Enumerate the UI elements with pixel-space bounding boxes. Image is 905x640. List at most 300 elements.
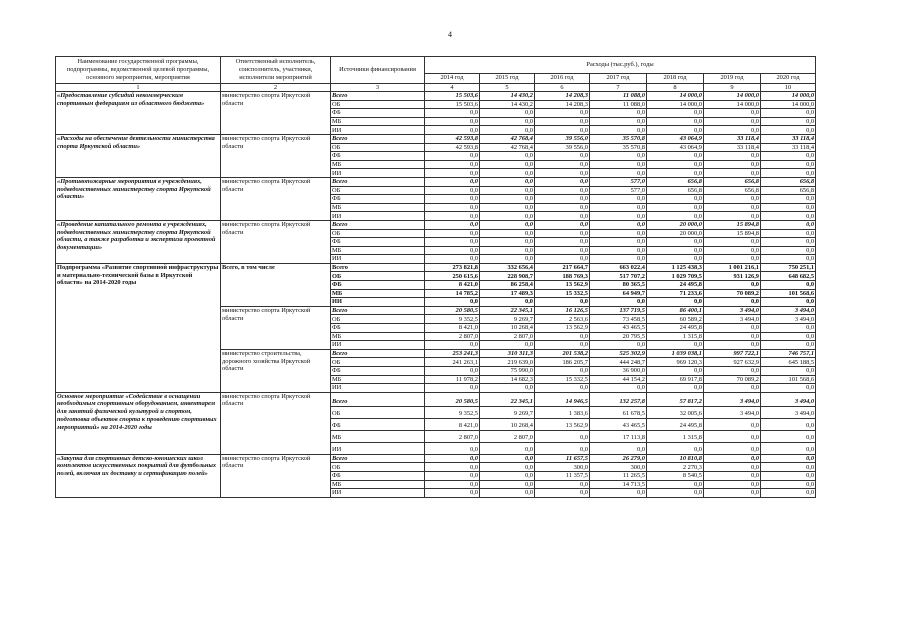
amount-cell: 0,0	[761, 418, 816, 430]
amount-cell: 0,0	[480, 480, 535, 489]
amount-cell: 0,0	[761, 220, 816, 229]
amount-cell: 0,0	[704, 298, 761, 307]
amount-cell: 0,0	[425, 186, 480, 195]
amount-cell: 0,0	[761, 384, 816, 393]
funding-source: ИИ	[331, 384, 425, 393]
funding-source: ИИ	[331, 255, 425, 264]
financing-table	[55, 56, 816, 498]
amount-cell: 0,0	[761, 480, 816, 489]
table-row	[56, 392, 816, 406]
amount-cell: 0,0	[590, 152, 647, 161]
table-row	[56, 92, 816, 101]
amount-cell: 14 713,5	[590, 480, 647, 489]
amount-cell: 0,0	[761, 430, 816, 442]
amount-cell: 0,0	[535, 246, 590, 255]
amount-cell: 0,0	[535, 203, 590, 212]
amount-cell: 0,0	[535, 229, 590, 238]
amount-cell: 15 894,8	[704, 220, 761, 229]
funding-source: Всего	[331, 134, 425, 143]
header-year: 2020 год	[761, 73, 816, 83]
amount-cell: 253 241,3	[425, 349, 480, 358]
funding-source: ОБ	[331, 315, 425, 324]
amount-cell: 0,0	[535, 212, 590, 221]
amount-cell: 11 088,0	[590, 100, 647, 109]
amount-cell: 64 949,7	[590, 289, 647, 298]
amount-cell: 0,0	[425, 177, 480, 186]
amount-cell: 0,0	[647, 489, 704, 498]
amount-cell: 70 089,2	[704, 289, 761, 298]
amount-cell: 0,0	[425, 454, 480, 463]
amount-cell: 11 088,0	[590, 92, 647, 101]
amount-cell: 14 785,2	[425, 289, 480, 298]
amount-cell: 0,0	[480, 220, 535, 229]
header-year: 2016 год	[535, 73, 590, 83]
funding-source: ОБ	[331, 100, 425, 109]
amount-cell: 43 465,5	[590, 418, 647, 430]
amount-cell: 0,0	[704, 126, 761, 135]
header-expenses: Расходы (тыс.руб.), годы	[425, 57, 816, 74]
amount-cell: 20 580,5	[425, 392, 480, 406]
program-name: «Предоставление субсидий некоммерческим спортивным федерациям из областного бюджета»	[56, 92, 221, 135]
amount-cell: 228 908,7	[480, 272, 535, 281]
amount-cell: 0,0	[425, 341, 480, 350]
amount-cell: 0,0	[480, 341, 535, 350]
amount-cell: 188 769,3	[535, 272, 590, 281]
amount-cell: 0,0	[704, 418, 761, 430]
amount-cell: 0,0	[480, 126, 535, 135]
amount-cell: 0,0	[535, 298, 590, 307]
amount-cell: 0,0	[647, 480, 704, 489]
funding-source: Всего	[331, 306, 425, 315]
amount-cell: 0,0	[535, 332, 590, 341]
amount-cell: 15 332,5	[535, 375, 590, 384]
amount-cell: 656,8	[761, 177, 816, 186]
amount-cell: 0,0	[480, 384, 535, 393]
amount-cell: 0,0	[704, 471, 761, 480]
funding-source: МБ	[331, 160, 425, 169]
amount-cell: 3 494,0	[761, 306, 816, 315]
funding-source: Всего	[331, 454, 425, 463]
amount-cell: 0,0	[535, 430, 590, 442]
amount-cell: 0,0	[704, 238, 761, 247]
amount-cell: 16 126,5	[535, 306, 590, 315]
amount-cell: 0,0	[590, 220, 647, 229]
amount-cell: 0,0	[480, 229, 535, 238]
amount-cell: 0,0	[704, 246, 761, 255]
amount-cell: 3 494,0	[704, 306, 761, 315]
amount-cell: 0,0	[590, 160, 647, 169]
funding-source: Всего	[331, 177, 425, 186]
amount-cell: 241 263,1	[425, 358, 480, 367]
executor: министерство спорта Иркутской области	[221, 306, 331, 349]
amount-cell: 0,0	[590, 255, 647, 264]
amount-cell: 39 556,0	[535, 134, 590, 143]
amount-cell: 0,0	[480, 169, 535, 178]
header-executor: Ответственный исполнитель, соисполнитель, участники, исполнители мероприятий	[221, 57, 331, 84]
amount-cell: 11 357,5	[535, 471, 590, 480]
amount-cell: 0,0	[704, 169, 761, 178]
amount-cell: 0,0	[704, 152, 761, 161]
amount-cell: 0,0	[535, 442, 590, 454]
executor: министерство спорта Иркутской области	[221, 454, 331, 497]
amount-cell: 75 990,0	[480, 367, 535, 376]
funding-source: ОБ	[331, 463, 425, 472]
amount-cell: 0,0	[480, 463, 535, 472]
amount-cell: 0,0	[761, 212, 816, 221]
column-index: 5	[480, 84, 535, 92]
amount-cell: 250 615,6	[425, 272, 480, 281]
amount-cell: 17 489,3	[480, 289, 535, 298]
amount-cell: 0,0	[704, 281, 761, 290]
program-name: «Закупка для спортивных детско-юношеских школ комплектов искусственных покрытий для футбольных полей, включая их доставку и сертификацию полей»	[56, 454, 221, 497]
amount-cell: 35 570,8	[590, 143, 647, 152]
amount-cell: 0,0	[535, 367, 590, 376]
amount-cell: 0,0	[761, 298, 816, 307]
amount-cell: 2 807,0	[425, 430, 480, 442]
amount-cell: 0,0	[647, 298, 704, 307]
funding-source: ИИ	[331, 126, 425, 135]
column-index: 9	[704, 84, 761, 92]
amount-cell: 0,0	[704, 480, 761, 489]
amount-cell: 32 005,6	[647, 406, 704, 418]
amount-cell: 0,0	[761, 109, 816, 118]
amount-cell: 217 664,7	[535, 263, 590, 272]
executor: Всего, в том числе	[221, 263, 331, 306]
amount-cell: 20 000,0	[647, 229, 704, 238]
amount-cell: 33 118,4	[761, 134, 816, 143]
amount-cell: 14 000,0	[704, 92, 761, 101]
amount-cell: 137 719,5	[590, 306, 647, 315]
amount-cell: 525 302,9	[590, 349, 647, 358]
amount-cell: 0,0	[761, 442, 816, 454]
amount-cell: 8 540,5	[647, 471, 704, 480]
amount-cell: 0,0	[590, 126, 647, 135]
amount-cell: 0,0	[425, 298, 480, 307]
column-index: 2	[221, 84, 331, 92]
amount-cell: 0,0	[480, 186, 535, 195]
column-index: 4	[425, 84, 480, 92]
column-index: 10	[761, 84, 816, 92]
amount-cell: 927 632,9	[704, 358, 761, 367]
table-row	[56, 263, 816, 272]
amount-cell: 0,0	[480, 160, 535, 169]
executor: министерство спорта Иркутской области	[221, 177, 331, 220]
amount-cell: 0,0	[761, 203, 816, 212]
amount-cell: 20 000,0	[647, 220, 704, 229]
amount-cell: 101 568,6	[761, 289, 816, 298]
amount-cell: 0,0	[425, 463, 480, 472]
amount-cell: 35 570,8	[590, 134, 647, 143]
funding-source: ИИ	[331, 212, 425, 221]
amount-cell: 0,0	[535, 126, 590, 135]
funding-source: ОБ	[331, 143, 425, 152]
amount-cell: 3 494,0	[761, 406, 816, 418]
amount-cell: 0,0	[704, 454, 761, 463]
amount-cell: 0,0	[535, 480, 590, 489]
funding-source: ФБ	[331, 109, 425, 118]
amount-cell: 0,0	[425, 229, 480, 238]
amount-cell: 0,0	[761, 246, 816, 255]
amount-cell: 15 503,6	[425, 92, 480, 101]
amount-cell: 656,8	[647, 186, 704, 195]
funding-source: МБ	[331, 117, 425, 126]
amount-cell: 26 279,0	[590, 454, 647, 463]
funding-source: ФБ	[331, 152, 425, 161]
amount-cell: 0,0	[704, 203, 761, 212]
funding-source: ФБ	[331, 367, 425, 376]
amount-cell: 0,0	[425, 480, 480, 489]
amount-cell: 0,0	[425, 489, 480, 498]
amount-cell: 0,0	[647, 160, 704, 169]
header-year: 2017 год	[590, 73, 647, 83]
amount-cell: 0,0	[480, 246, 535, 255]
amount-cell: 0,0	[535, 160, 590, 169]
funding-source: ФБ	[331, 418, 425, 430]
funding-source: Всего	[331, 349, 425, 358]
amount-cell: 0,0	[704, 442, 761, 454]
amount-cell: 0,0	[480, 212, 535, 221]
funding-source: ОБ	[331, 186, 425, 195]
amount-cell: 14 000,0	[647, 92, 704, 101]
amount-cell: 14 208,3	[535, 92, 590, 101]
amount-cell: 0,0	[480, 442, 535, 454]
amount-cell: 0,0	[761, 255, 816, 264]
amount-cell: 2 807,0	[425, 332, 480, 341]
header-program-name: Наименование государственной программы, подпрограммы, ведомственной целевой программы, основного мероприятия, мероприятия	[56, 57, 221, 84]
amount-cell: 36 900,0	[590, 367, 647, 376]
funding-source: ИИ	[331, 169, 425, 178]
amount-cell: 0,0	[704, 489, 761, 498]
amount-cell: 42 593,8	[425, 134, 480, 143]
amount-cell: 0,0	[704, 117, 761, 126]
amount-cell: 8 421,0	[425, 418, 480, 430]
amount-cell: 0,0	[704, 195, 761, 204]
amount-cell: 8 421,0	[425, 281, 480, 290]
amount-cell: 1 315,8	[647, 430, 704, 442]
amount-cell: 14 430,2	[480, 100, 535, 109]
amount-cell: 0,0	[647, 203, 704, 212]
amount-cell: 0,0	[535, 169, 590, 178]
amount-cell: 0,0	[480, 195, 535, 204]
executor: министерство спорта Иркутской области	[221, 92, 331, 135]
header-year: 2014 год	[425, 73, 480, 83]
amount-cell: 310 311,3	[480, 349, 535, 358]
program-name: «Проведение капитального ремонта в учреждениях, подведомственных министерству спорта Иркутской области, а также разработка и экспертиза проектной документации»	[56, 220, 221, 263]
amount-cell: 15 503,6	[425, 100, 480, 109]
amount-cell: 69 917,8	[647, 375, 704, 384]
amount-cell: 0,0	[704, 367, 761, 376]
amount-cell: 14 000,0	[704, 100, 761, 109]
amount-cell: 1 039 038,1	[647, 349, 704, 358]
amount-cell: 931 126,9	[704, 272, 761, 281]
amount-cell: 3 494,0	[704, 392, 761, 406]
amount-cell: 0,0	[425, 442, 480, 454]
amount-cell: 186 205,7	[535, 358, 590, 367]
amount-cell: 13 562,9	[535, 281, 590, 290]
funding-source: МБ	[331, 203, 425, 212]
amount-cell: 14 682,3	[480, 375, 535, 384]
funding-source: ОБ	[331, 406, 425, 418]
amount-cell: 0,0	[761, 324, 816, 333]
amount-cell: 3 494,0	[761, 315, 816, 324]
table-row	[56, 454, 816, 463]
amount-cell: 22 345,1	[480, 392, 535, 406]
executor: министерство строительства, дорожного хозяйства Иркутской области	[221, 349, 331, 392]
amount-cell: 0,0	[590, 341, 647, 350]
amount-cell: 0,0	[704, 212, 761, 221]
amount-cell: 0,0	[535, 489, 590, 498]
amount-cell: 517 707,2	[590, 272, 647, 281]
amount-cell: 11 978,2	[425, 375, 480, 384]
amount-cell: 2 270,3	[647, 463, 704, 472]
amount-cell: 71 233,6	[647, 289, 704, 298]
program-name: «Расходы на обеспечение деятельности министерства спорта Иркутской области»	[56, 134, 221, 177]
table-row	[56, 220, 816, 229]
page-number: 4	[448, 30, 452, 39]
amount-cell: 0,0	[761, 169, 816, 178]
amount-cell: 0,0	[761, 281, 816, 290]
amount-cell: 0,0	[761, 454, 816, 463]
amount-cell: 0,0	[480, 117, 535, 126]
amount-cell: 0,0	[647, 109, 704, 118]
amount-cell: 73 458,5	[590, 315, 647, 324]
amount-cell: 9 352,5	[425, 406, 480, 418]
amount-cell: 9 269,7	[480, 315, 535, 324]
amount-cell: 0,0	[425, 152, 480, 161]
amount-cell: 70 089,2	[704, 375, 761, 384]
amount-cell: 0,0	[590, 169, 647, 178]
column-index: 3	[331, 84, 425, 92]
funding-source: ОБ	[331, 229, 425, 238]
amount-cell: 201 538,2	[535, 349, 590, 358]
amount-cell: 0,0	[535, 220, 590, 229]
amount-cell: 577,0	[590, 186, 647, 195]
amount-cell: 0,0	[425, 195, 480, 204]
amount-cell: 300,0	[590, 463, 647, 472]
amount-cell: 86 258,4	[480, 281, 535, 290]
amount-cell: 42 593,8	[425, 143, 480, 152]
funding-source: ФБ	[331, 324, 425, 333]
amount-cell: 0,0	[480, 203, 535, 212]
header-year: 2019 год	[704, 73, 761, 83]
amount-cell: 20 580,5	[425, 306, 480, 315]
amount-cell: 0,0	[535, 238, 590, 247]
amount-cell: 0,0	[425, 220, 480, 229]
amount-cell: 0,0	[480, 454, 535, 463]
amount-cell: 0,0	[647, 341, 704, 350]
amount-cell: 663 022,4	[590, 263, 647, 272]
amount-cell: 300,0	[535, 463, 590, 472]
amount-cell: 43 465,5	[590, 324, 647, 333]
amount-cell: 0,0	[425, 384, 480, 393]
amount-cell: 132 257,8	[590, 392, 647, 406]
amount-cell: 33 118,4	[704, 143, 761, 152]
amount-cell: 0,0	[647, 246, 704, 255]
amount-cell: 42 768,4	[480, 143, 535, 152]
amount-cell: 14 946,5	[535, 392, 590, 406]
amount-cell: 0,0	[535, 195, 590, 204]
amount-cell: 0,0	[535, 152, 590, 161]
amount-cell: 273 821,8	[425, 263, 480, 272]
amount-cell: 0,0	[647, 367, 704, 376]
amount-cell: 648 682,5	[761, 272, 816, 281]
amount-cell: 0,0	[590, 489, 647, 498]
amount-cell: 0,0	[480, 489, 535, 498]
funding-source: ИИ	[331, 341, 425, 350]
amount-cell: 86 400,1	[647, 306, 704, 315]
funding-source: МБ	[331, 430, 425, 442]
amount-cell: 0,0	[647, 238, 704, 247]
amount-cell: 39 556,0	[535, 143, 590, 152]
amount-cell: 0,0	[647, 442, 704, 454]
funding-source: МБ	[331, 246, 425, 255]
amount-cell: 0,0	[480, 255, 535, 264]
amount-cell: 0,0	[425, 212, 480, 221]
amount-cell: 0,0	[425, 203, 480, 212]
table-row	[56, 177, 816, 186]
executor: министерство спорта Иркутской области	[221, 392, 331, 454]
amount-cell: 42 768,4	[480, 134, 535, 143]
amount-cell: 0,0	[535, 384, 590, 393]
amount-cell: 0,0	[480, 298, 535, 307]
amount-cell: 60 589,2	[647, 315, 704, 324]
amount-cell: 10 268,4	[480, 418, 535, 430]
funding-source: Всего	[331, 220, 425, 229]
amount-cell: 9 352,5	[425, 315, 480, 324]
funding-source: ИИ	[331, 298, 425, 307]
amount-cell: 1 315,8	[647, 332, 704, 341]
amount-cell: 33 118,4	[761, 143, 816, 152]
amount-cell: 0,0	[480, 177, 535, 186]
amount-cell: 0,0	[480, 152, 535, 161]
amount-cell: 43 064,9	[647, 143, 704, 152]
amount-cell: 10 810,8	[647, 454, 704, 463]
amount-cell: 0,0	[590, 195, 647, 204]
amount-cell: 0,0	[761, 229, 816, 238]
amount-cell: 0,0	[647, 169, 704, 178]
table-row	[56, 134, 816, 143]
amount-cell: 0,0	[480, 238, 535, 247]
amount-cell: 0,0	[761, 152, 816, 161]
amount-cell: 2 563,6	[535, 315, 590, 324]
amount-cell: 997 722,1	[704, 349, 761, 358]
amount-cell: 0,0	[590, 384, 647, 393]
funding-source: Всего	[331, 92, 425, 101]
amount-cell: 13 562,9	[535, 418, 590, 430]
amount-cell: 24 495,8	[647, 281, 704, 290]
amount-cell: 0,0	[425, 160, 480, 169]
amount-cell: 656,8	[704, 177, 761, 186]
amount-cell: 14 208,3	[535, 100, 590, 109]
amount-cell: 2 807,0	[480, 332, 535, 341]
amount-cell: 0,0	[761, 471, 816, 480]
amount-cell: 0,0	[761, 332, 816, 341]
funding-source: МБ	[331, 332, 425, 341]
amount-cell: 0,0	[480, 109, 535, 118]
amount-cell: 0,0	[590, 109, 647, 118]
amount-cell: 17 113,8	[590, 430, 647, 442]
amount-cell: 0,0	[425, 238, 480, 247]
amount-cell: 13 562,9	[535, 324, 590, 333]
amount-cell: 0,0	[480, 471, 535, 480]
amount-cell: 14 000,0	[761, 92, 816, 101]
amount-cell: 24 495,8	[647, 324, 704, 333]
amount-cell: 1 383,6	[535, 406, 590, 418]
amount-cell: 0,0	[590, 246, 647, 255]
amount-cell: 33 118,4	[704, 134, 761, 143]
amount-cell: 0,0	[647, 152, 704, 161]
amount-cell: 0,0	[425, 367, 480, 376]
